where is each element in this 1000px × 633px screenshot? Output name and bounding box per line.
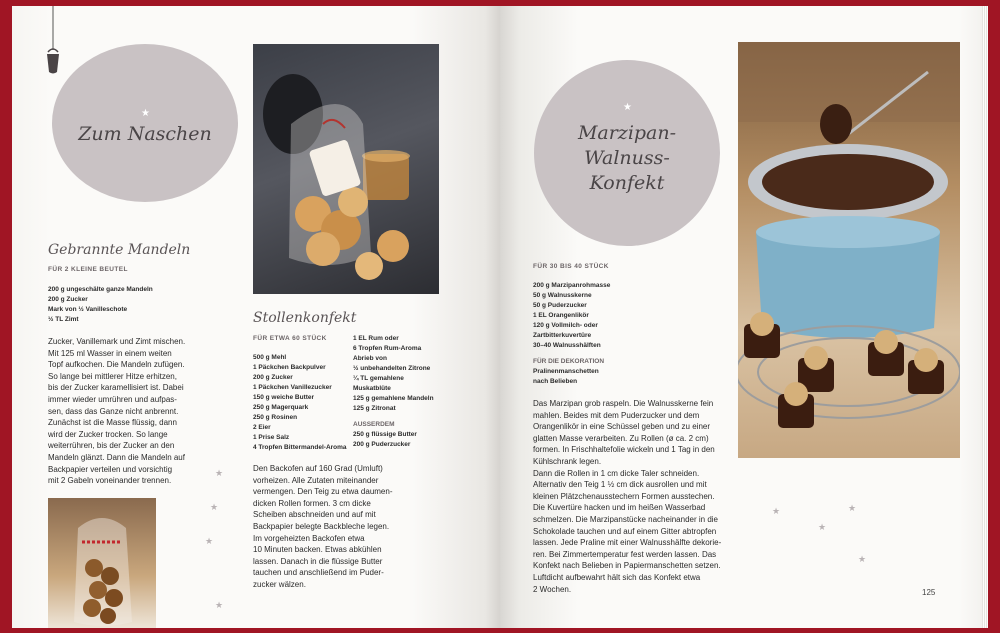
method-line: immer wieder umrühren und aufpas- (48, 394, 177, 404)
ingredient: 2 Eier (253, 424, 271, 431)
method-line: Im vorgeheizten Backofen etwa (253, 533, 365, 543)
method-line: tauchen und anschließend im Puder- (253, 568, 384, 578)
method-line: lassen. Jede Praline mit einer Walnusshälfte dekorie- (533, 538, 722, 548)
method-line: Mandeln glänzt. Dann die Mandeln auf (48, 452, 185, 462)
star-icon: ★ (215, 600, 224, 610)
right-page (500, 6, 988, 628)
method-line: Die Kuvertüre hacken und im heißen Wasserbad (533, 503, 706, 513)
section-title: Zum Naschen (78, 123, 212, 145)
recipe-title-stollenkonfekt: Stollenkonfekt (253, 310, 357, 326)
method-line: Alternativ den Teig 1 ½ cm dick ausrollen und mit (533, 480, 707, 490)
method-line: lassen. Danach in die flüssige Butter (253, 556, 383, 566)
cookie-bag-photo (253, 44, 439, 294)
method-line: mahlen. Beides mit dem Puderzucker und dem (533, 410, 700, 420)
recipe-method (48, 336, 185, 487)
ingredient-list (48, 285, 153, 325)
ingredient-list-col2 (353, 334, 434, 450)
method-line: Kühlschrank legen. (533, 456, 602, 466)
chocolate-dipping-photo (738, 42, 960, 458)
recipe-method (253, 463, 393, 591)
ingredient: 150 g weiche Butter (253, 394, 315, 401)
ingredient: 50 g Puderzucker (533, 302, 587, 309)
method-line: Topf aufkochen. Die Mandeln zufügen. (48, 360, 185, 370)
ingredient: Abrieb von (353, 355, 387, 362)
star-icon: ★ (623, 102, 632, 113)
method-line: 2 Wochen. (533, 584, 572, 594)
recipe-yield: FÜR 2 KLEINE BEUTEL (48, 266, 128, 273)
method-line: vermengen. Den Teig zu etwa daumen- (253, 487, 393, 497)
method-line: dicken Rollen formen. 3 cm dicke (253, 498, 371, 508)
ingredient: 200 g Zucker (253, 374, 293, 381)
method-line: Backpapier belegte Backbleche legen. (253, 521, 390, 531)
ingredient: 6 Tropfen Rum-Aroma (353, 345, 422, 352)
star-icon: ★ (205, 536, 214, 546)
method-line: bis der Zucker karamellisiert ist. Dabei (48, 383, 184, 393)
ingredient: 1 Päckchen Backpulver (253, 364, 326, 371)
ingredient: ½ unbehandelten Zitrone (353, 365, 431, 372)
method-line: zucker wälzen. (253, 579, 306, 589)
ingredient: 1 Prise Salz (253, 434, 290, 441)
page-edge (982, 6, 988, 628)
method-line: vorheizen. Alle Zutaten miteinander (253, 475, 379, 485)
ingredient: ½ TL Zimt (48, 316, 79, 323)
star-icon: ★ (772, 506, 781, 516)
ingredient: 500 g Mehl (253, 354, 287, 361)
recipe-method (533, 398, 721, 595)
method-line: Orangenlikör in eine Schüssel geben und zu einer (533, 422, 711, 432)
star-icon: ★ (858, 554, 867, 564)
ingredient: Mark von ½ Vanilleschote (48, 306, 128, 313)
star-icon: ★ (818, 522, 827, 532)
method-line: 10 Minuten backen. Etwas abkühlen (253, 545, 382, 555)
ingredient-list-col1 (253, 353, 347, 453)
method-line: Scheiben abschneiden und auf mit (253, 510, 376, 520)
page-number: 125 (922, 588, 936, 597)
ingredient: Zartbitterkuvertüre (533, 332, 592, 339)
method-line: wird der Zucker trocken. So lange (48, 429, 168, 439)
almond-bag-photo (48, 498, 156, 628)
method-line: Backpapier verteilen und vorsichtig (48, 464, 173, 474)
ingredient: 200 g Zucker (48, 296, 88, 303)
open-book (12, 6, 988, 628)
ingredient: Muskatblüte (353, 385, 391, 392)
method-line: schmelzen. Die Marzipanstücke nacheinander in die (533, 514, 718, 524)
method-line: Mit 125 ml Wasser in einem weiten (48, 348, 172, 358)
subheading-ausserdem: AUSSERDEM (353, 421, 395, 428)
method-line: formen. In Frischhaltefolie wickeln und 1 Tag in den (533, 445, 715, 455)
method-line: Das Marzipan grob raspeln. Die Walnusskerne fein (533, 399, 714, 408)
method-line: Luftdicht aufbewahrt hält sich das Konfekt etwa (533, 572, 701, 582)
star-icon: ★ (848, 503, 857, 513)
section-title-circle (52, 44, 238, 202)
ingredient: ¼ TL gemahlene (353, 375, 404, 382)
recipe-yield: FÜR 30 BIS 40 STÜCK (533, 263, 609, 270)
method-line: ren. Bei Zimmertemperatur fest werden lassen. Das (533, 549, 717, 559)
section-title-circle (534, 60, 720, 246)
ornament-icon (42, 6, 64, 78)
ingredient: 250 g Magerquark (253, 404, 309, 411)
method-line: Konfekt nach Belieben in Papiermanschetten setzen. (533, 561, 721, 571)
method-line: kleinen Plätzchenausstechern Formen ausstechen. (533, 491, 715, 501)
left-page (12, 6, 500, 628)
ingredient: 200 g Marzipanrohmasse (533, 282, 611, 289)
ingredient: nach Belieben (533, 378, 578, 385)
recipe-yield: FÜR ETWA 60 STÜCK (253, 335, 327, 342)
ingredient: 30–40 Walnusshälften (533, 342, 601, 349)
method-line: Schokolade tauchen und auf einem Gitter abtropfen (533, 526, 717, 536)
ingredient: 250 g Rosinen (253, 414, 298, 421)
star-icon: ★ (215, 468, 224, 478)
method-line: weiterrühren, bis der Zucker an den (48, 441, 175, 451)
method-line: Dann die Rollen in 1 cm dicke Taler schneiden. (533, 468, 700, 478)
ingredient: 4 Tropfen Bittermandel-Aroma (253, 444, 347, 451)
ingredient: 1 Päckchen Vanillezucker (253, 384, 332, 391)
ingredient-list (533, 281, 610, 387)
ingredient: 250 g flüssige Butter (353, 431, 417, 438)
ingredient: 1 EL Orangenlikör (533, 312, 589, 319)
star-icon: ★ (210, 502, 219, 512)
subheading-dekoration: FÜR DIE DEKORATION (533, 358, 605, 365)
star-icon: ★ (141, 108, 150, 119)
method-line: Zucker, Vanillemark und Zimt mischen. (48, 337, 186, 346)
method-line: So lange bei mittlerer Hitze erhitzen, (48, 371, 177, 381)
method-line: sen, dass das Ganze nicht anbrennt. (48, 406, 179, 416)
ingredient: 125 g Zitronat (353, 405, 396, 412)
ingredient: 120 g Vollmilch- oder (533, 322, 598, 329)
ingredient: 200 g ungeschälte ganze Mandeln (48, 286, 153, 293)
ingredient: 200 g Puderzucker (353, 441, 411, 448)
recipe-title-gebrannte-mandeln: Gebrannte Mandeln (48, 242, 191, 258)
ingredient: 125 g gemahlene Mandeln (353, 395, 434, 402)
ingredient: 50 g Walnusskerne (533, 292, 592, 299)
method-line: Zunächst ist die Masse flüssig, dann (48, 418, 177, 428)
method-line: glatten Masse verarbeiten. Zu Rollen (ø ca. 2 cm) (533, 433, 709, 443)
section-title: Marzipan- Walnuss- Konfekt (577, 121, 677, 194)
ingredient: Pralinenmanschetten (533, 368, 599, 375)
ingredient: 1 EL Rum oder (353, 335, 399, 342)
method-line: Den Backofen auf 160 Grad (Umluft) (253, 464, 383, 473)
method-line: mit 2 Gabeln voneinander trennen. (48, 476, 172, 486)
